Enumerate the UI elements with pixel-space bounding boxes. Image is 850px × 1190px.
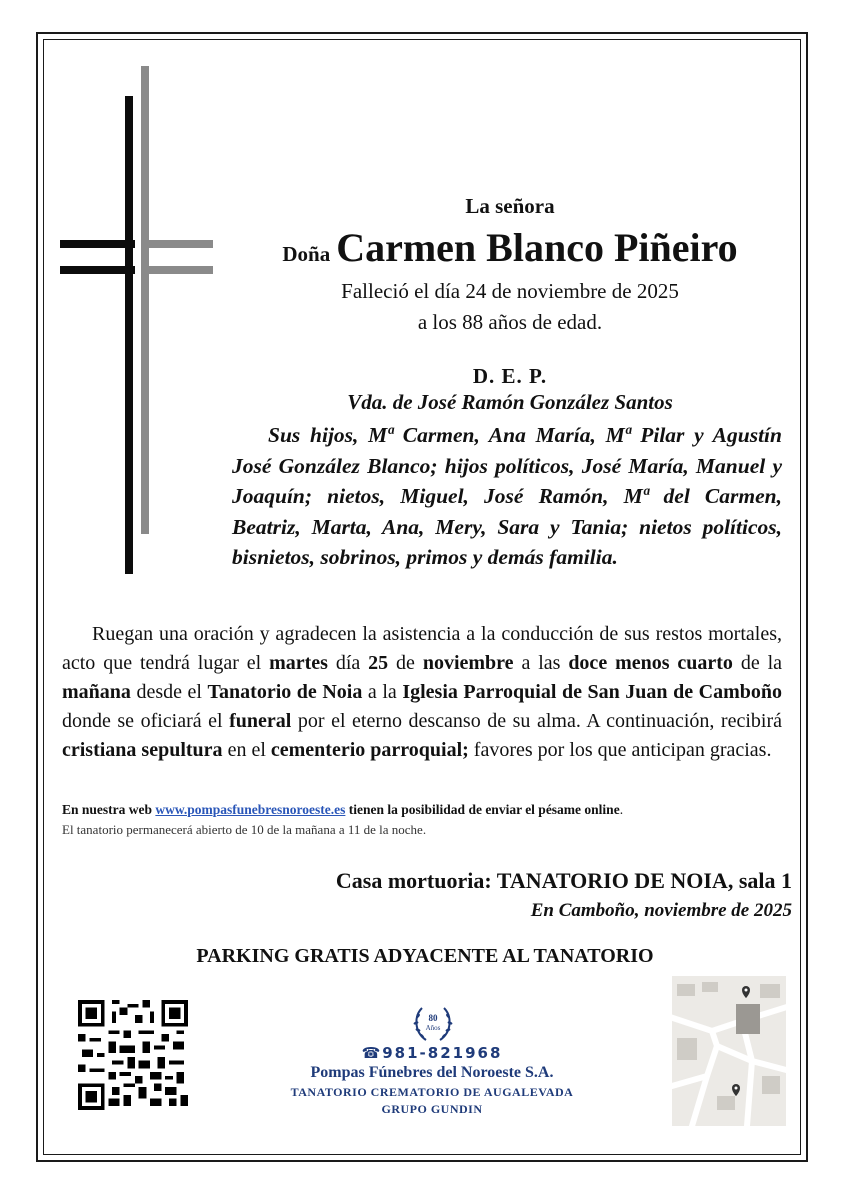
widow-of-text: Vda. de José Ramón González Santos (347, 390, 673, 414)
svg-text:Años: Años (425, 1024, 441, 1032)
ceremony-paragraph: Ruegan una oración y agradecen la asistencia a la conducción de sus restos mortales, acto que tendrá lugar el martes día 25 de noviembre a las doce menos cuarto de la mañana desde el Tanatorio de Noia a la Iglesia Parroquial de San Juan de Camboño donde se oficiará el funeral por el eterno descanso de su alma. A continuación, recibirá cristiana sepultura en el cementerio parroquial; favores por los que anticipan gracias. (62, 623, 783, 761)
qr-code-icon[interactable] (78, 1000, 188, 1110)
age-line: a los 88 años de edad. (417, 310, 603, 334)
crematorio-name: TANATORIO CREMATORIO DE AUGALEVADA (290, 1085, 574, 1099)
phone-number[interactable]: 981-821968 (382, 1044, 503, 1062)
company-name: Pompas Fúnebres del Noroeste S.A. (310, 1064, 554, 1081)
website-link[interactable]: www.pompasfunebresnoroeste.es (155, 802, 346, 817)
parking-notice: PARKING GRATIS ADYACENTE AL TANATORIO (196, 945, 654, 967)
cross-black-bar-top (60, 240, 135, 248)
deceased-name: Carmen Blanco Piñeiro (336, 225, 738, 270)
phone-icon: ☎ (361, 1044, 383, 1062)
cross-gray-bar-top (141, 240, 213, 248)
cross-gray-bar-bottom (141, 266, 213, 274)
phone-line (300, 1044, 564, 1062)
group-name: GRUPO GUNDIN (381, 1102, 483, 1116)
cross-gray-vertical (141, 66, 149, 534)
map-icon[interactable] (672, 976, 786, 1126)
opening-hours: El tanatorio permanecerá abierto de 10 de la mañana a 11 de la noche. (62, 822, 427, 837)
mortuary-location: Casa mortuoria: TANATORIO DE NOIA, sala 1 (335, 868, 792, 893)
death-date-line: Falleció el día 24 de noviembre de 2025 (341, 279, 679, 303)
name-prefix: Doña (282, 242, 331, 266)
svg-text:80: 80 (428, 1013, 438, 1023)
family-list: Sus hijos, Mª Carmen, Ana María, Mª Pilar y Agustín José González Blanco; hijos políticos, José María, Manuel y Joaquín; nietos, Miguel, José Ramón, Mª del Carmen, Beatriz, Marta, Ana, Mery, Sara y Tania; nietos políticos, bisnietos, sobrinos, primos y demás familia. (232, 423, 782, 569)
dep-text: D. E. P. (472, 364, 548, 388)
deceased-name-line (230, 224, 790, 271)
laurel-wreath-icon (410, 1004, 456, 1044)
cross-black-bar-bottom (60, 266, 135, 274)
cross-black-vertical (125, 96, 133, 574)
intro-text: La señora (465, 194, 555, 218)
place-date: En Camboño, noviembre de 2025 (530, 900, 792, 921)
web-note: En nuestra web www.pompasfunebresnoroeste.es tienen la posibilidad de enviar el pésame online. (62, 802, 624, 817)
